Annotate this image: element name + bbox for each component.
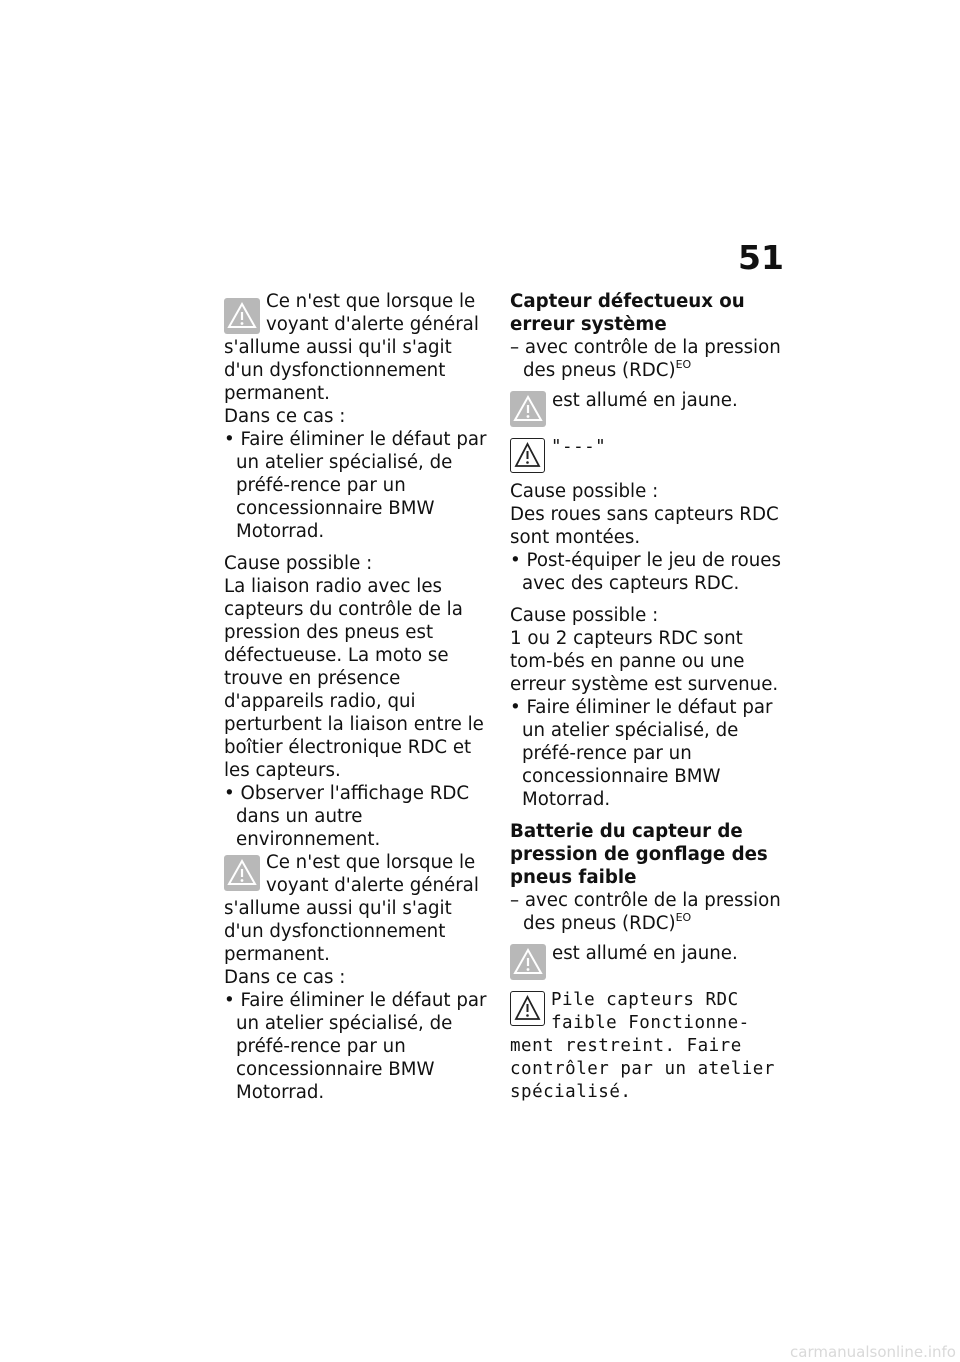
dash-item: – avec contrôle de la pression des pneus (RDC)$^{EO}$ — [510, 890, 781, 934]
lamp-text: est allumé en jaune. — [552, 390, 738, 411]
cause-block — [224, 552, 496, 851]
warning-block-1 — [224, 290, 496, 543]
list-item: • Post-équiper le jeu de roues avec des capteurs RDC. — [510, 550, 781, 594]
lamp-row — [510, 387, 782, 429]
section-capteur-defectueux — [510, 290, 782, 811]
warning-triangle-icon — [510, 391, 546, 427]
warning-triangle-outline-icon — [510, 438, 545, 473]
section-batterie-faible — [510, 820, 782, 1104]
cause-label: Cause possible : — [510, 481, 659, 502]
section-heading: Batterie du capteur de pression de gonflage des pneus faible — [510, 821, 768, 888]
list-item: • Observer l'affichage RDC dans un autre environnement. — [224, 783, 470, 850]
warning-text: Ce n'est que lorsque le voyant d'alerte général s'allume aussi qu'il s'agit d'un dysfonctionnement permanent. — [224, 291, 479, 404]
lamp-row — [510, 940, 782, 982]
display-row — [510, 434, 782, 475]
cause-text: La liaison radio avec les capteurs du contrôle de la pression des pneus est défectueuse. La moto se trouve en présence d'appareils radio, qui perturbent la liaison entre le boîtier électronique RDC et les capteurs. — [224, 576, 484, 781]
dans-ce-cas: Dans ce cas : — [224, 967, 346, 988]
cause-text: 1 ou 2 capteurs RDC sont tom-bés en panne ou une erreur système est survenue. — [510, 628, 779, 695]
warning-triangle-outline-icon — [510, 991, 545, 1026]
page-number: 51 — [738, 238, 784, 277]
display-text: Pile capteurs RDC faible Fonctionne-ment restreint. Faire contrôler par un atelier spécialisé. — [510, 990, 775, 1102]
warning-triangle-icon — [224, 298, 260, 334]
watermark: carmanualsonline.info — [790, 1343, 956, 1361]
cause-text: Des roues sans capteurs RDC sont montées. — [510, 504, 779, 548]
section-heading: Capteur défectueux ou erreur système — [510, 291, 745, 335]
dans-ce-cas: Dans ce cas : — [224, 406, 346, 427]
warning-triangle-icon — [224, 855, 260, 891]
lamp-text: est allumé en jaune. — [552, 943, 738, 964]
list-item: • Faire éliminer le défaut par un atelier spécialisé, de préfé-rence par un concessionnaire BMW Motorrad. — [224, 990, 487, 1103]
warning-text: Ce n'est que lorsque le voyant d'alerte général s'allume aussi qu'il s'agit d'un dysfonctionnement permanent. — [224, 852, 479, 965]
display-text: "---" — [551, 437, 607, 457]
left-column — [224, 290, 496, 1104]
cause-label: Cause possible : — [224, 553, 373, 574]
dash-item: – avec contrôle de la pression des pneus (RDC)$^{EO}$ — [510, 337, 781, 381]
display-row — [510, 987, 782, 1104]
cause-label: Cause possible : — [510, 605, 659, 626]
list-item: • Faire éliminer le défaut par un atelier spécialisé, de préfé-rence par un concessionnaire BMW Motorrad. — [224, 429, 487, 542]
warning-triangle-icon — [510, 944, 546, 980]
warning-block-2 — [224, 851, 496, 1104]
right-column — [510, 290, 782, 1104]
list-item: • Faire éliminer le défaut par un atelier spécialisé, de préfé-rence par un concessionnaire BMW Motorrad. — [510, 697, 773, 810]
